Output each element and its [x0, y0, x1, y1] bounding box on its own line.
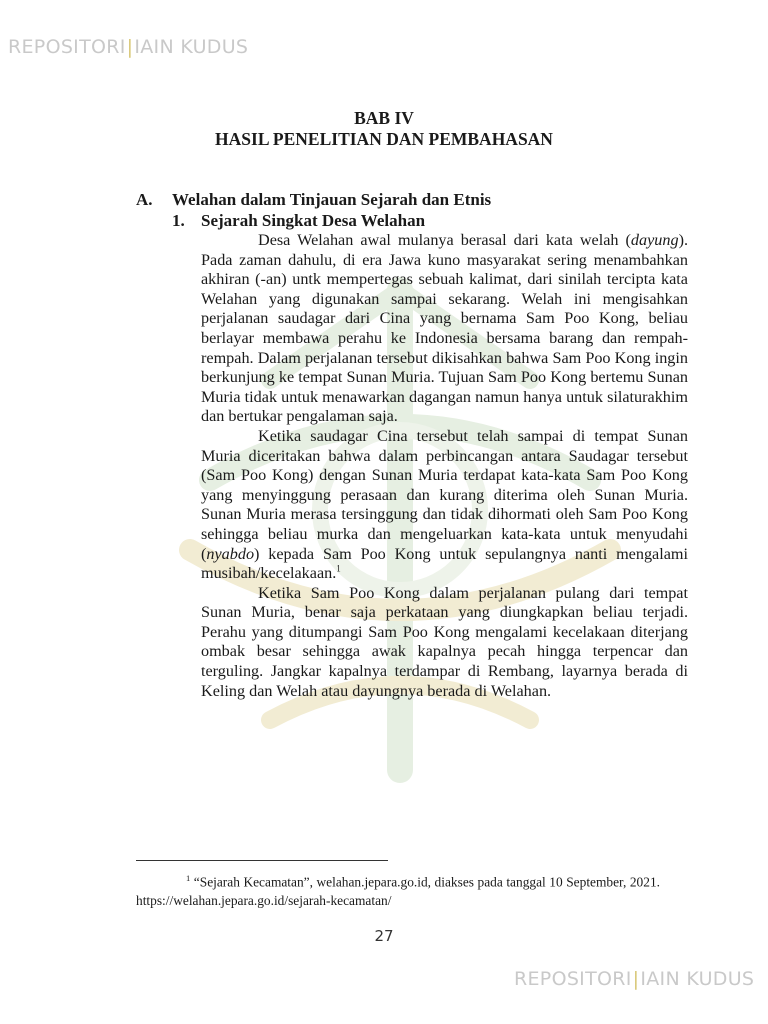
watermark-separator: | [632, 968, 640, 990]
watermark-top-right-text: IAIN KUDUS [134, 36, 249, 58]
subsection-number: 1. [172, 211, 185, 230]
page-number: 27 [374, 927, 394, 945]
section-title: Welahan dalam Tinjauan Sejarah dan Etnis [172, 190, 492, 209]
footnote-marker: 1 [186, 873, 191, 883]
watermark-bottom-left-text: REPOSITORI [514, 968, 632, 990]
footnote-reference[interactable]: 1 [336, 563, 341, 574]
footnote-divider [136, 860, 388, 861]
subsection-title: Sejarah Singkat Desa Welahan [201, 211, 426, 230]
footnote-text: “Sejarah Kecamatan”, welahan.jepara.go.id, diakses pada tanggal 10 September, 2021. https://welahan.jepara.go.id/sejarah-kecamatan/ [136, 874, 660, 908]
footnote [136, 869, 660, 910]
paragraph-3: Ketika Sam Poo Kong dalam perjalanan pulang dari tempat Sunan Muria, benar saja perkataan yang diungkapkan beliau terjadi. Perahu yang ditumpangi Sam Poo Kong mengalami kecelakaan diterjang ombak besar sehingga awak kapalnya pecah hingga terpencar dan terguling. Jangkar kapalnya terdampar di Rembang, layarnya berada di Keling dan Welah atau dayungnya berada di Welahan. [201, 583, 688, 700]
section-letter: A. [136, 190, 153, 209]
watermark-bottom [514, 968, 754, 990]
watermark-bottom-right-text: IAIN KUDUS [640, 968, 755, 990]
chapter-title: HASIL PENELITIAN DAN PEMBAHASAN [215, 129, 553, 149]
watermark-top-left-text: REPOSITORI [8, 36, 126, 58]
watermark-separator: | [126, 36, 134, 58]
italic-term: nyabdo [206, 544, 255, 563]
paragraph-1: Desa Welahan awal mulanya berasal dari kata welah (dayung). Pada zaman dahulu, di era Jawa kuno masyarakat sering menambahkan akhiran (-an) untk mempertegas sebuah kalimat, dari sinilah tercipta kata Welahan yang digunakan sampai sekarang. Welah ini mengisahkan perjalanan saudagar dari Cina yang bernama Sam Poo Kong, beliau berlayar membawa perahu ke Indonesia bersama barang dan rempah-rempah. Dalam perjalanan tersebut dikisahkan bahwa Sam Poo Kong ingin berkunjung ke tempat Sunan Muria. Tujuan Sam Poo Kong bertemu Sunan Muria tidak untuk menawarkan dagangan namun hanya untuk silaturakhim dan bertukar pengalaman saja. [201, 231, 688, 426]
italic-term: dayung [630, 231, 679, 249]
watermark-top [8, 36, 248, 58]
section-heading [136, 190, 491, 210]
paragraph-2: Ketika saudagar Cina tersebut telah sampai di tempat Sunan Muria diceritakan bahwa dalam perbincangan antara Saudagar tersebut (Sam Poo Kong) dengan Sunan Muria terdapat kata-kata Sam Poo Kong yang menyinggung perasaan dan kurang diterima oleh Sunan Muria. Sunan Muria merasa tersinggung dan tidak dihormati oleh Sam Poo Kong sehingga beliau murka dan mengeluarkan kata-kata untuk menyudahi (nyabdo) kepada Sam Poo Kong untuk sepulangnya nanti mengalami musibah/kecelakaan.$^1$ [201, 426, 688, 583]
body-text [201, 231, 688, 701]
subsection-heading [172, 211, 425, 231]
chapter-number: BAB IV [354, 108, 414, 128]
